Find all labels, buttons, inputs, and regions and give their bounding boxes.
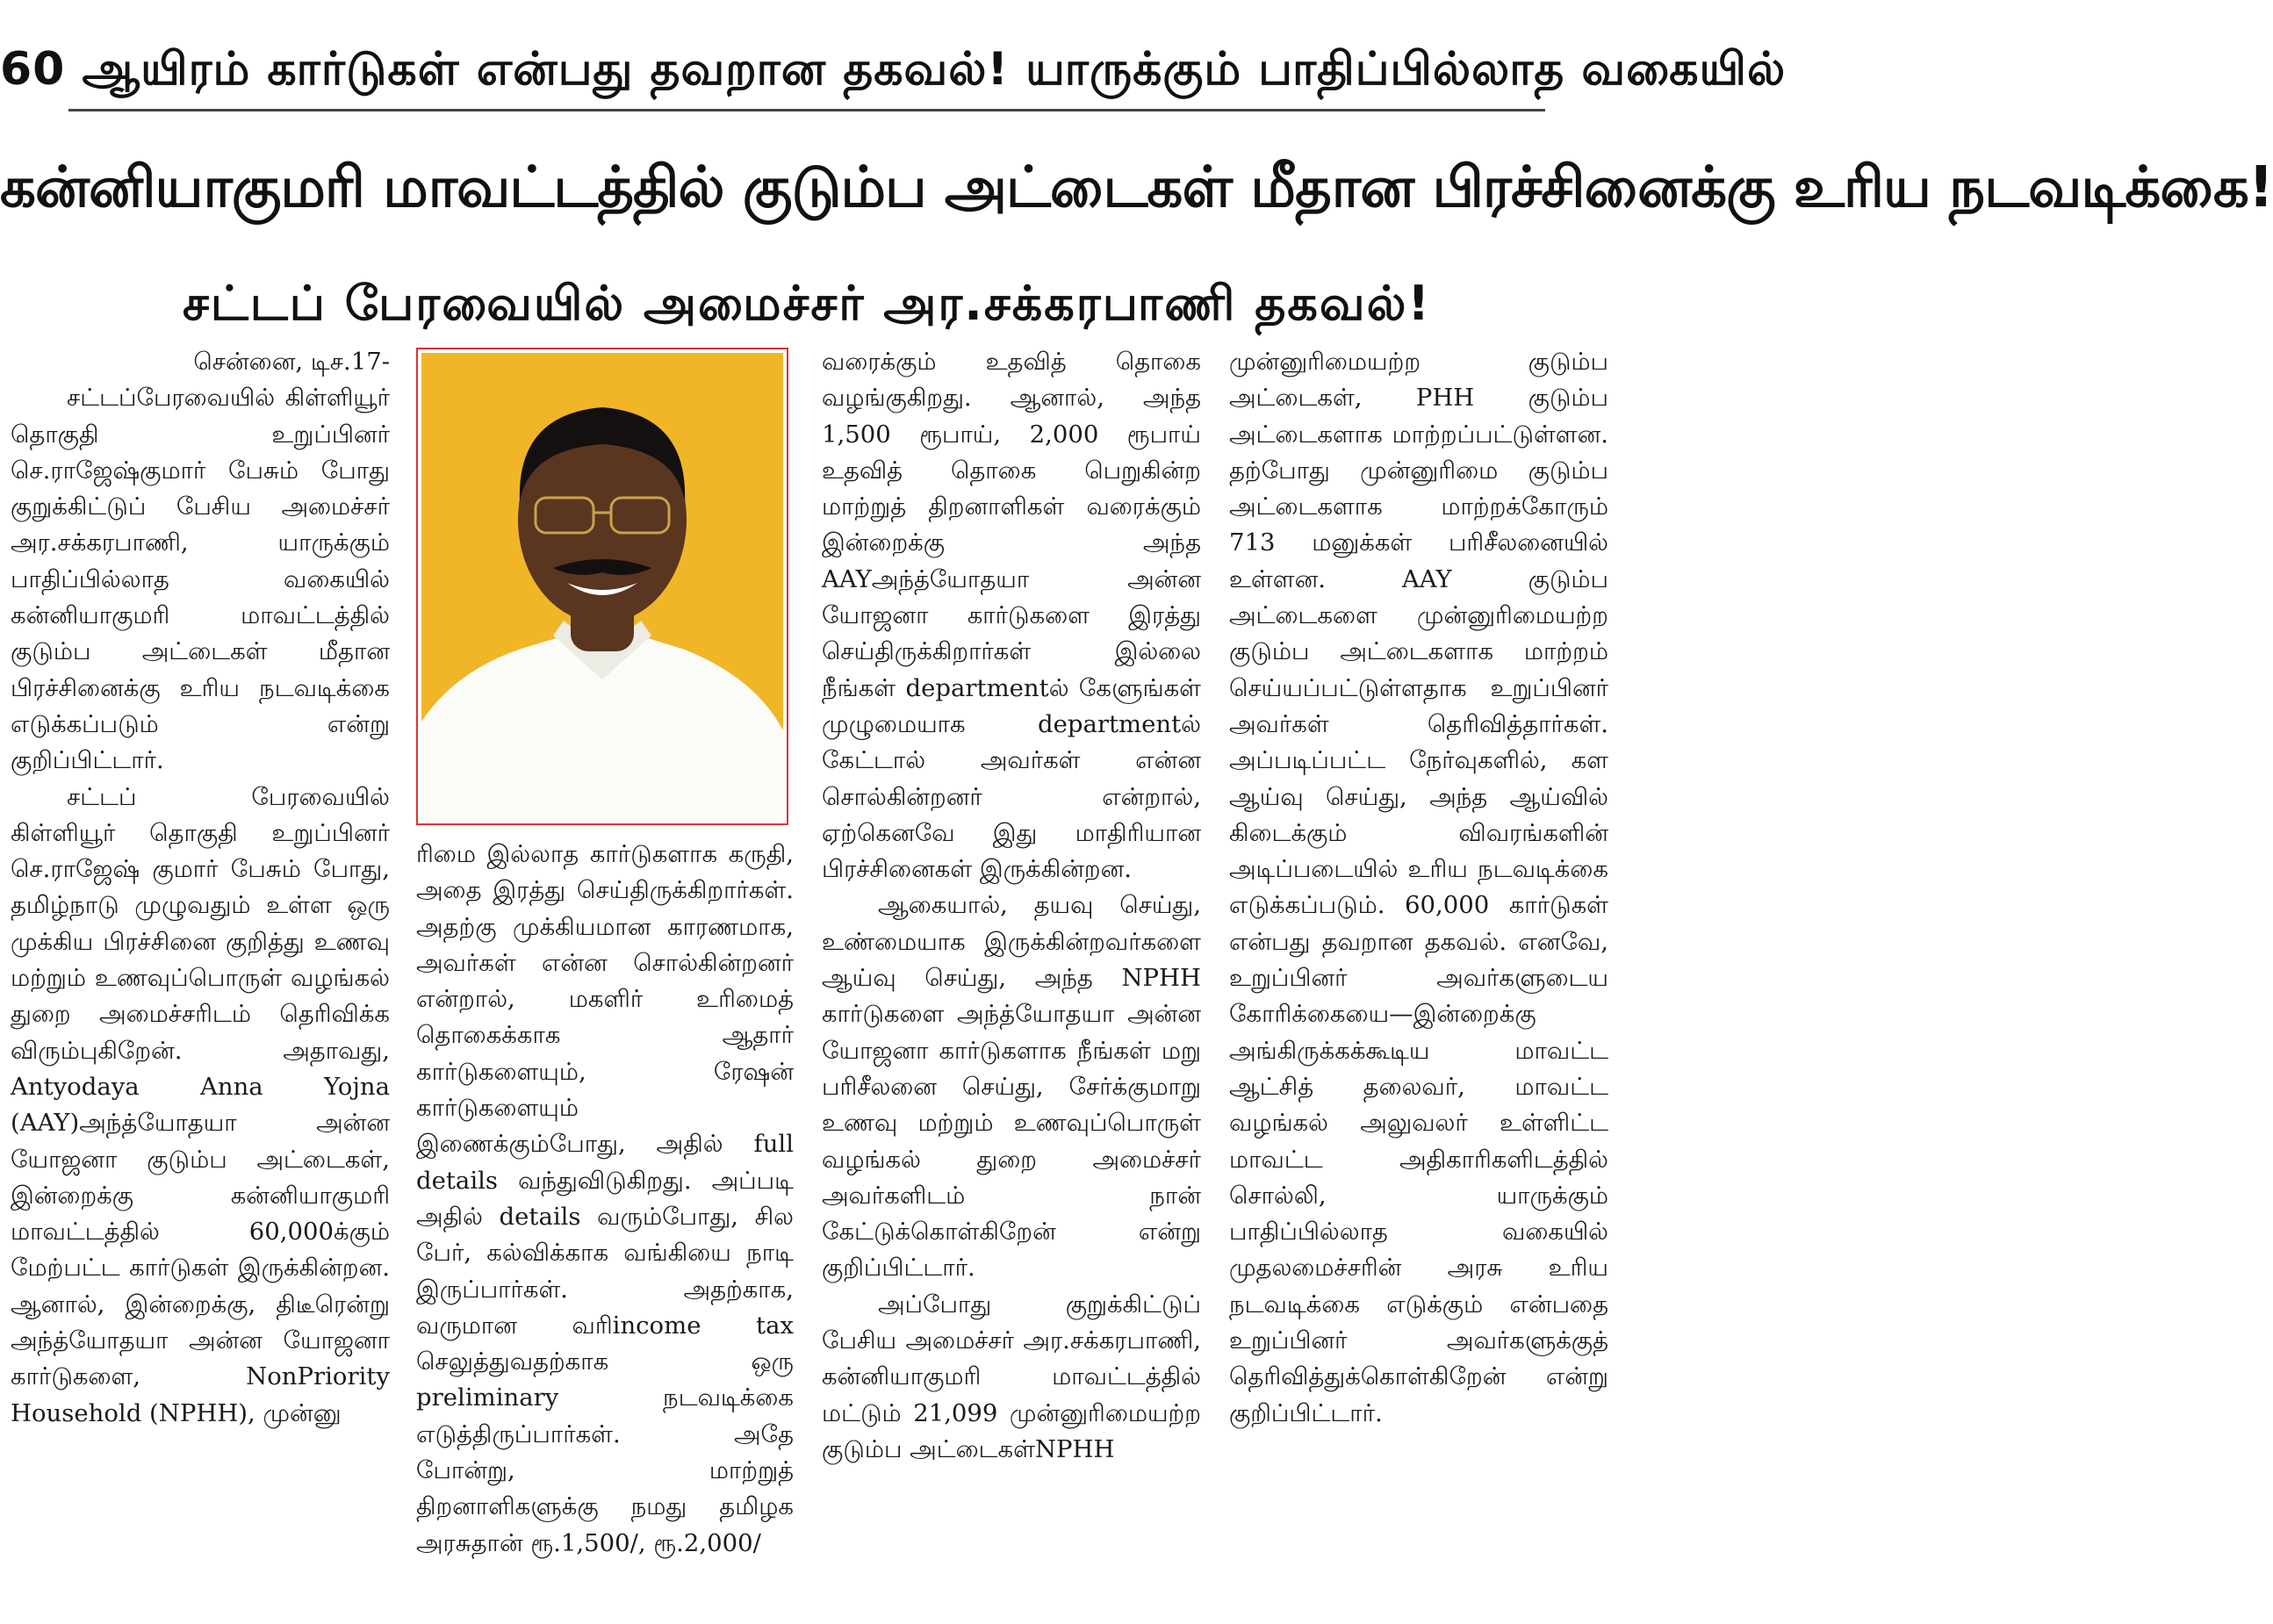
kicker-headline: 60 ஆயிரம் கார்டுகள் என்பது தவறான தகவல்! யாருக்கும் பாதிப்பில்லாத வகையில் xyxy=(0,43,1787,96)
main-headline: கன்னியாகுமரி மாவட்டத்தில் குடும்ப அட்டைகள் மீதான பிரச்சினைக்கு உரிய நடவடிக்கை! xyxy=(0,155,2273,220)
minister-portrait xyxy=(421,353,783,820)
headline-divider xyxy=(68,109,1545,111)
sub-headline: சட்டப் பேரவையில் அமைச்சர் அர.சக்கரபாணி தகவல்! xyxy=(182,276,1432,331)
paragraph: அப்போது குறுக்கிட்டுப் பேசிய அமைச்சர் அர.சக்கரபாணி, கன்னியாகுமரி மாவட்டத்தில் மட்டும் 21,099 முன்னுரிமையற்ற குடும்ப அட்டைகள்NPHH xyxy=(822,1290,1201,1463)
article-column-3 xyxy=(822,344,1201,1617)
article-column-1 xyxy=(11,344,390,1617)
paragraph: சட்டப் பேரவையில் கிள்ளியூர் தொகுதி உறுப்பினர் செ.ராஜேஷ் குமார் பேசும் போது, தமிழ்நாடு முழுவதும் உள்ள ஒரு முக்கிய பிரச்சினை குறித்து உணவு மற்றும் உணவுப்பொருள் வழங்கல் துறை அமைச்சரிடம் தெரிவிக்க விரும்புகிறேன். அதாவது, Antyodaya Anna Yojna (AAY)அந்த்யோதயா அன்ன யோஜனா குடும்ப அட்டைகள், இன்றைக்கு கன்னியாகுமரி மாவட்டத்தில் 60,000க்கும் மேற்பட்ட கார்டுகள் இருக்கின்றன. ஆனால், இன்றைக்கு, திடீரென்று அந்த்யோதயா அன்ன யோஜனா கார்டுகளை, NonPriority Household (NPHH), முன்னு xyxy=(11,782,390,1427)
article-column-2 xyxy=(416,837,794,1617)
article-column-4 xyxy=(1229,344,1608,1617)
paragraph: ரிமை இல்லாத கார்டுகளாக கருதி, அதை இரத்து செய்திருக்கிறார்கள். அதற்கு முக்கியமான காரணமாக, அவர்கள் என்ன சொல்கின்றனர் என்றால், மகளிர் உரிமைத் தொகைக்காக ஆதார் கார்டுகளையும், ரேஷன் கார்டுகளையும் இணைக்கும்போது, அதில் full details வந்துவிடுகிறது. அப்படி அதில் details வரும்போது, சில பேர், கல்விக்காக வங்கியை நாடி இருப்பார்கள். அதற்காக, வருமான வரிincome tax செலுத்துவதற்காக ஒரு preliminary நடவடிக்கை எடுத்திருப்பார்கள். அதே போன்று, மாற்றுத் திறனாளிகளுக்கு நமது தமிழக அரசுதான் ரூ.1,500/, ரூ.2,000/ xyxy=(416,840,794,1557)
dateline: சென்னை, டிச.17- xyxy=(193,348,390,376)
paragraph: முன்னுரிமையற்ற குடும்ப அட்டைகள், PHH குடும்ப அட்டைகளாக மாற்றப்பட்டுள்ளன. தற்போது முன்னுரிமை குடும்ப அட்டைகளாக மாற்றக்கோரும் 713 மனுக்கள் பரிசீலனையில் உள்ளன. AAY குடும்ப அட்டைகளை முன்னுரிமையற்ற குடும்ப அட்டைகளாக மாற்றம் செய்யப்பட்டுள்ளதாக உறுப்பினர் அவர்கள் தெரிவித்தார்கள். அப்படிப்பட்ட நேர்வுகளில், கள ஆய்வு செய்து, அந்த ஆய்வில் கிடைக்கும் விவரங்களின் அடிப்படையில் உரிய நடவடிக்கை எடுக்கப்படும். 60,000 கார்டுகள் என்பது தவறான தகவல். எனவே, உறுப்பினர் அவர்களுடைய கோரிக்கையை—இன்றைக்கு அங்கிருக்கக்கூடிய மாவட்ட ஆட்சித் தலைவர், மாவட்ட வழங்கல் அலுவலர் உள்ளிட்ட மாவட்ட அதிகாரிகளிடத்தில் சொல்லி, யாருக்கும் பாதிப்பில்லாத வகையில் முதலமைச்சரின் அரசு உரிய நடவடிக்கை எடுக்கும் என்பதை உறுப்பினர் அவர்களுக்குத் தெரிவித்துக்கொள்கிறேன் என்று குறிப்பிட்டார். xyxy=(1229,348,1608,1427)
paragraph: வரைக்கும் உதவித் தொகை வழங்குகிறது. ஆனால், அந்த 1,500 ரூபாய், 2,000 ரூபாய் உதவித் தொகை பெறுகின்ற மாற்றுத் திறனாளிகள் வரைக்கும் இன்றைக்கு அந்த AAYஅந்த்யோதயா அன்ன யோஜனா கார்டுகளை இரத்து செய்திருக்கிறார்கள் இல்லை நீங்கள் departmentல் கேளுங்கள் முழுமையாக departmentல் கேட்டால் அவர்கள் என்ன சொல்கின்றனர் என்றால், ஏற்கெனவே இது மாதிரியான பிரச்சினைகள் இருக்கின்றன. xyxy=(822,348,1201,884)
paragraph: ஆகையால், தயவு செய்து, உண்மையாக இருக்கின்றவர்களை ஆய்வு செய்து, அந்த NPHH கார்டுகளை அந்த்யோதயா அன்ன யோஜனா கார்டுகளாக நீங்கள் மறு பரிசீலனை செய்து, சேர்க்குமாறு உணவு மற்றும் உணவுப்பொருள் வழங்கல் துறை அமைச்சர் அவர்களிடம் நான் கேட்டுக்கொள்கிறேன் என்று குறிப்பிட்டார். xyxy=(822,891,1201,1283)
minister-photo-frame xyxy=(416,348,788,825)
paragraph: சட்டப்பேரவையில் கிள்ளியூர் தொகுதி உறுப்பினர் செ.ராஜேஷ்குமார் பேசும் போது குறுக்கிட்டுப் பேசிய அமைச்சர் அர.சக்கரபாணி, யாருக்கும் பாதிப்பில்லாத வகையில் கன்னியாகுமரி மாவட்டத்தில் குடும்ப அட்டைகள் மீதான பிரச்சினைக்கு உரிய நடவடிக்கை எடுக்கப்படும் என்று குறிப்பிட்டார். xyxy=(11,384,390,775)
